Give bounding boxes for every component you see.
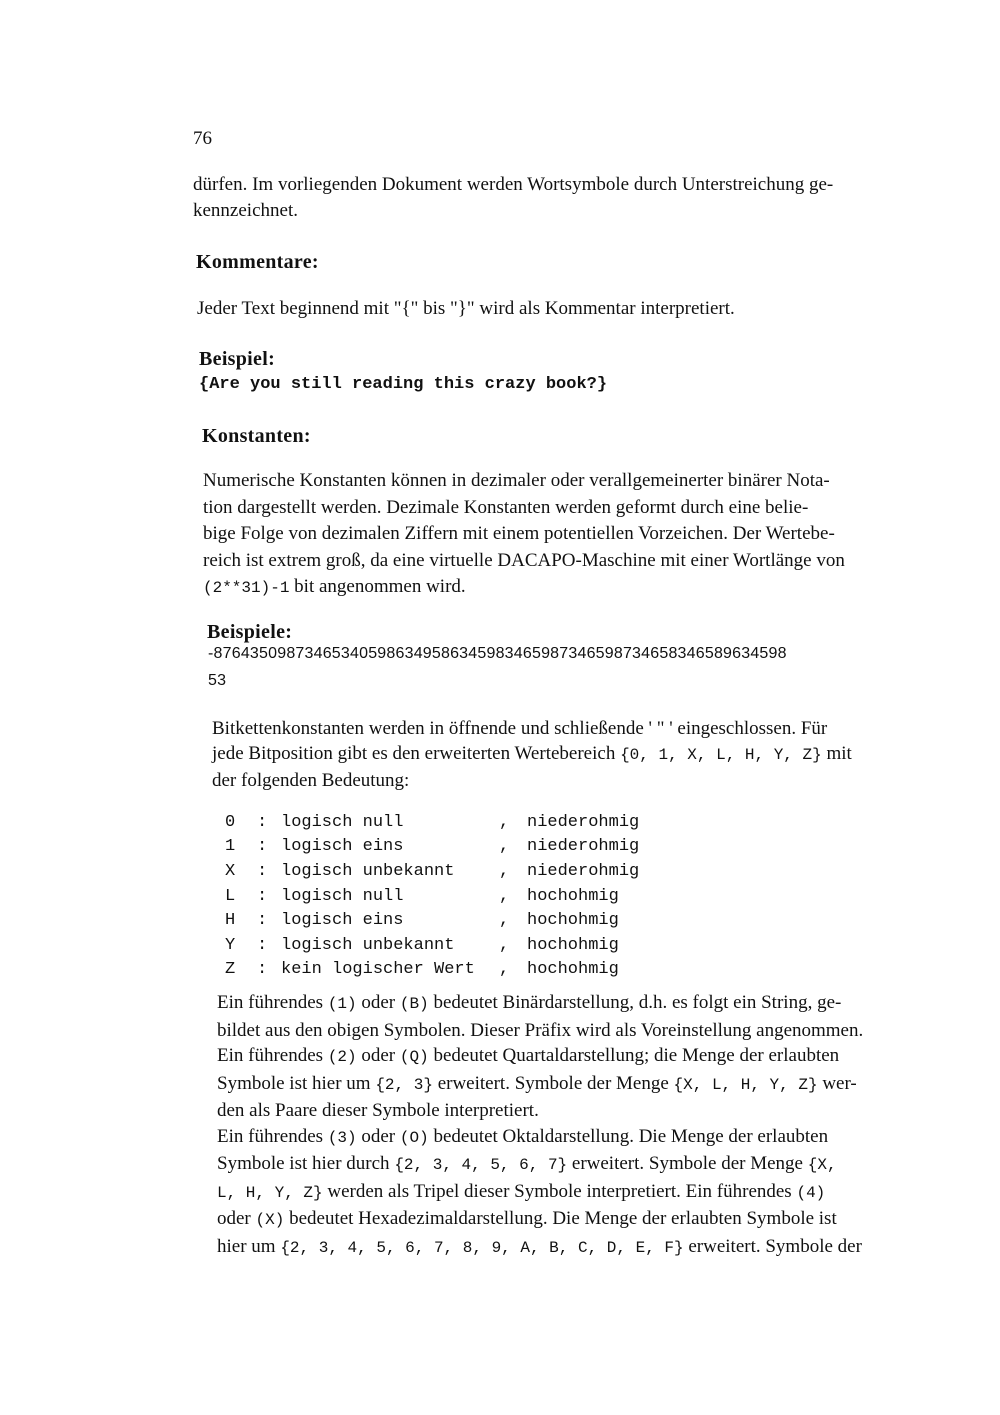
bitstrings-line-2-suffix: mit (821, 743, 852, 764)
symbol-row (225, 835, 657, 860)
meaning-cell: logisch unbekannt (281, 861, 455, 881)
prefix-line-8: L, H, Y, Z} werden als Tripel dieser Symbole interpretiert. Ein führendes (4) (217, 1180, 826, 1202)
meaning-cell: logisch eins (281, 911, 404, 931)
symbol-cell: X (225, 861, 236, 881)
value-range-code: {0, 1, X, L, H, Y, Z} (620, 746, 822, 764)
symbol-cell: H (225, 911, 236, 931)
meaning-cell: kein logischer Wert (281, 960, 475, 980)
symbol-cell: Y (225, 935, 236, 955)
comma-cell: , (499, 911, 510, 931)
meaning-cell: logisch eins (281, 837, 404, 857)
symbol-cell: 0 (225, 812, 236, 832)
colon-cell: : (257, 812, 268, 832)
constants-line-5 (203, 574, 943, 602)
constants-line-4: reich ist extrem groß, da eine virtuelle DACAPO-Maschine mit einer Wortlänge von (203, 549, 845, 571)
intro-line-2: kennzeichnet. (193, 200, 298, 221)
comments-example-heading: Beispiel: (199, 348, 276, 370)
symbol-row (225, 958, 657, 983)
colon-cell: : (257, 886, 268, 906)
impedance-cell: hochohmig (527, 935, 619, 955)
constants-line-1: Numerische Konstanten können in dezimaler oder verallgemeinerter binärer Nota- (203, 470, 830, 491)
constants-line-3: bige Folge von dezimalen Ziffern mit einem potentiellen Vorzeichen. Der Wertebe- (203, 523, 835, 544)
bitstrings-paragraph (212, 716, 957, 793)
constants-paragraph (203, 468, 943, 602)
prefix-line-4: Symbole ist hier um {2, 3} erweitert. Symbole der Menge {X, L, H, Y, Z} wer- (217, 1072, 857, 1094)
symbol-row (225, 933, 657, 958)
comments-heading: Kommentare: (196, 251, 319, 273)
constants-example-1: -876435098734653405986349586345983465987346598734658346589634598 (208, 645, 787, 662)
impedance-cell: hochohmig (527, 911, 619, 931)
colon-cell: : (257, 861, 268, 881)
prefix-line-2: bildet aus den obigen Symbolen. Dieser Präfix wird als Voreinstellung angenommen. (217, 1019, 864, 1041)
prefix-line-1: Ein führendes (1) oder (B) bedeutet Binärdarstellung, d.h. es folgt ein String, ge- (217, 992, 842, 1013)
symbol-table (225, 810, 657, 982)
colon-cell: : (257, 911, 268, 931)
symbol-row (225, 810, 657, 835)
impedance-cell: niederohmig (527, 812, 640, 832)
colon-cell: : (257, 935, 268, 955)
intro-line-1: dürfen. Im vorliegenden Dokument werden Wortsymbole durch Unterstreichung ge- (193, 174, 834, 195)
symbol-row (225, 884, 657, 909)
prefix-line-7: Symbole ist hier durch {2, 3, 4, 5, 6, 7} erweitert. Symbole der Menge {X, (217, 1153, 837, 1174)
symbol-cell: L (225, 886, 236, 906)
comma-cell: , (499, 837, 510, 857)
impedance-cell: hochohmig (527, 886, 619, 906)
prefix-line-5: den als Paare dieser Symbole interpretiert. (217, 1100, 539, 1121)
intro-paragraph (193, 172, 928, 224)
impedance-cell: niederohmig (527, 837, 640, 857)
comma-cell: , (499, 935, 510, 955)
symbol-cell: Z (225, 960, 236, 980)
bitstrings-line-1: Bitkettenkonstanten werden in öffnende und schließende ' " ' eingeschlossen. Für (212, 718, 828, 739)
prefix-paragraph (217, 990, 957, 1261)
meaning-cell: logisch null (281, 886, 404, 906)
meaning-cell: logisch null (281, 812, 404, 832)
word-length-code: (2**31)-1 (203, 579, 290, 597)
constants-examples (208, 640, 787, 694)
constants-line-2: tion dargestellt werden. Dezimale Konstanten werden geformt durch eine belie- (203, 496, 809, 518)
prefix-line-6: Ein führendes (3) oder (O) bedeutet Oktaldarstellung. Die Menge der erlaubten (217, 1125, 829, 1147)
prefix-line-3: Ein führendes (2) oder (Q) bedeutet Quartaldarstellung; die Menge der erlaubten (217, 1045, 840, 1066)
bitstrings-line-2-text: jede Bitposition gibt es den erweiterten Wertebereich (212, 743, 621, 764)
constants-examples-heading: Beispiele: (207, 621, 293, 643)
bitstrings-line-2 (212, 741, 957, 768)
colon-cell: : (257, 960, 268, 980)
comments-example-code: {Are you still reading this crazy book?} (199, 375, 608, 394)
comma-cell: , (499, 886, 510, 906)
constants-heading: Konstanten: (202, 425, 311, 447)
prefix-line-9: oder (X) bedeutet Hexadezimaldarstellung. Die Menge der erlaubten Symbole ist (217, 1208, 837, 1229)
symbol-cell: 1 (225, 837, 236, 857)
comments-text: Jeder Text beginnend mit "{" bis "}" wird als Kommentar interpretiert. (197, 298, 735, 319)
meaning-cell: logisch unbekannt (281, 935, 455, 955)
comma-cell: , (499, 812, 510, 832)
impedance-cell: niederohmig (527, 861, 640, 881)
symbol-row (225, 859, 657, 884)
impedance-cell: hochohmig (527, 960, 619, 980)
comma-cell: , (499, 861, 510, 881)
word-length-text: bit angenommen wird. (289, 576, 466, 597)
symbol-row (225, 908, 657, 933)
comma-cell: , (499, 960, 510, 980)
colon-cell: : (257, 837, 268, 857)
constants-example-2: 53 (208, 672, 227, 689)
prefix-line-10: hier um {2, 3, 4, 5, 6, 7, 8, 9, A, B, C, D, E, F} erweitert. Symbole der (217, 1235, 862, 1257)
bitstrings-line-3: der folgenden Bedeutung: (212, 770, 410, 791)
page-number: 76 (193, 128, 212, 149)
